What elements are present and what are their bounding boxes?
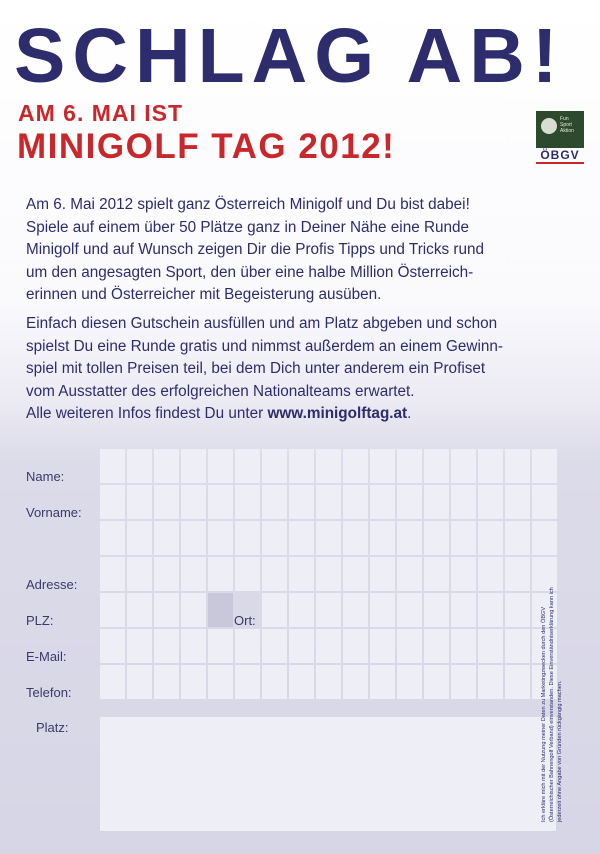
field-cell-vorname[interactable] <box>127 485 152 519</box>
field-cell-vorname-2[interactable] <box>100 521 125 555</box>
instructions-line: vom Ausstatter des erfolgreichen Nationalteams erwartet. <box>26 382 415 400</box>
obgv-logo <box>536 111 584 163</box>
consent-line: (Österreichischer Bahnengolf Verband) einverstanden. Diese Einverständniserklärung kann ich <box>549 587 555 822</box>
field-cell-plz-ort[interactable] <box>424 593 449 627</box>
field-cell-vorname[interactable] <box>262 485 287 519</box>
field-cell-email[interactable] <box>181 629 206 663</box>
field-cell-name[interactable] <box>100 449 125 483</box>
field-cell-telefon[interactable] <box>154 665 179 699</box>
field-cell-adresse[interactable] <box>370 557 395 591</box>
field-cell-name[interactable] <box>370 449 395 483</box>
logo-text: ÖBGV <box>540 148 580 162</box>
field-cell-adresse[interactable] <box>154 557 179 591</box>
field-cell-email[interactable] <box>154 629 179 663</box>
field-cell-email[interactable] <box>262 629 287 663</box>
field-cell-vorname-2[interactable] <box>316 521 341 555</box>
field-cell-vorname-2[interactable] <box>154 521 179 555</box>
field-cell-plz-ort[interactable] <box>451 593 476 627</box>
field-cell-vorname[interactable] <box>289 485 314 519</box>
logo-stripe <box>536 162 584 164</box>
platz-label: Platz: <box>36 720 69 735</box>
intro-line: um den angesagten Sport, den über eine halbe Million Österreich- <box>26 263 474 281</box>
field-cell-email[interactable] <box>316 629 341 663</box>
field-cell-adresse[interactable] <box>316 557 341 591</box>
intro-line: erinnen und Österreicher mit Begeisterung ausüben. <box>26 286 382 303</box>
field-cell-telefon[interactable] <box>316 665 341 699</box>
field-cell-vorname[interactable] <box>316 485 341 519</box>
field-cell-vorname[interactable] <box>424 485 449 519</box>
field-cell-name[interactable] <box>478 449 503 483</box>
instructions-line: spiel mit tollen Preisen teil, bei dem Dich unter anderem ein Profiset <box>26 360 486 377</box>
field-cell-email[interactable] <box>343 629 368 663</box>
consent-line: Ich erkläre mich mit der Nutzung meiner Daten zu Marketingzwecken durch den ÖBGV <box>541 606 547 822</box>
field-cell-telefon[interactable] <box>451 665 476 699</box>
field-cell-telefon[interactable] <box>127 665 152 699</box>
field-cell-adresse[interactable] <box>505 557 530 591</box>
field-cell-vorname[interactable] <box>100 485 125 519</box>
field-cell-vorname-2[interactable] <box>505 521 530 555</box>
field-cell-email[interactable] <box>424 629 449 663</box>
website-link[interactable]: www.minigolftag.at <box>267 405 408 422</box>
field-cell-plz-ort[interactable] <box>127 593 152 627</box>
field-cell-name[interactable] <box>262 449 287 483</box>
field-cell-adresse[interactable] <box>343 557 368 591</box>
field-cell-name[interactable] <box>181 449 206 483</box>
field-cell-plz-ort[interactable] <box>100 593 125 627</box>
field-cell-name[interactable] <box>424 449 449 483</box>
email-label: E-Mail: <box>26 649 67 664</box>
field-cell-email[interactable] <box>235 629 260 663</box>
field-cell-plz-ort[interactable] <box>370 593 395 627</box>
instructions-line: Einfach diesen Gutschein ausfüllen und am Platz abgeben und schon <box>26 315 498 332</box>
info-suffix: . <box>407 405 412 422</box>
field-cell-name[interactable] <box>397 449 422 483</box>
field-cell-telefon[interactable] <box>100 665 125 699</box>
field-cell-vorname-2[interactable] <box>478 521 503 555</box>
field-cell-vorname[interactable] <box>235 485 260 519</box>
logo-small-text: Fun Sport Aktion <box>560 116 574 134</box>
field-cell-vorname-2[interactable] <box>424 521 449 555</box>
field-cell-telefon[interactable] <box>505 665 530 699</box>
field-cell-adresse[interactable] <box>289 557 314 591</box>
field-cell-plz-ort[interactable] <box>154 593 179 627</box>
info-prefix: Alle weiteren Infos findest Du unter <box>26 405 268 422</box>
field-cell-plz-ort[interactable] <box>316 593 341 627</box>
field-cell-telefon[interactable] <box>208 665 233 699</box>
field-cell-name[interactable] <box>127 449 152 483</box>
field-cell-adresse[interactable] <box>208 557 233 591</box>
platz-field[interactable] <box>100 717 556 831</box>
field-cell-plz-ort[interactable] <box>181 593 206 627</box>
field-cell-vorname-2[interactable] <box>208 521 233 555</box>
vorname-label: Vorname: <box>26 505 82 520</box>
field-cell-name[interactable] <box>289 449 314 483</box>
field-cell-vorname[interactable] <box>208 485 233 519</box>
field-cell-email[interactable] <box>478 629 503 663</box>
field-cell-telefon[interactable] <box>397 665 422 699</box>
field-cell-vorname-2[interactable] <box>181 521 206 555</box>
field-cell-name[interactable] <box>235 449 260 483</box>
field-cell-telefon[interactable] <box>478 665 503 699</box>
field-cell-vorname-2[interactable] <box>343 521 368 555</box>
field-cell-telefon[interactable] <box>424 665 449 699</box>
field-cell-vorname-2[interactable] <box>127 521 152 555</box>
plz-label: PLZ: <box>26 613 54 628</box>
field-cell-email[interactable] <box>100 629 125 663</box>
field-cell-vorname[interactable] <box>451 485 476 519</box>
field-cell-vorname-2[interactable] <box>235 521 260 555</box>
field-cell-adresse[interactable] <box>181 557 206 591</box>
logo-emblem <box>536 111 584 148</box>
field-cell-email[interactable] <box>451 629 476 663</box>
field-separator <box>208 593 233 627</box>
field-cell-vorname[interactable] <box>154 485 179 519</box>
instructions-paragraph <box>26 313 503 426</box>
field-cell-plz-ort[interactable] <box>289 593 314 627</box>
subheadline-date: AM 6. MAI IST <box>18 100 184 126</box>
consent-text <box>540 472 564 822</box>
field-cell-plz-ort[interactable] <box>397 593 422 627</box>
field-cell-email[interactable] <box>397 629 422 663</box>
field-cell-email[interactable] <box>127 629 152 663</box>
field-cell-email[interactable] <box>208 629 233 663</box>
field-cell-adresse[interactable] <box>424 557 449 591</box>
golf-ball-icon <box>541 118 557 134</box>
field-cell-vorname-2[interactable] <box>289 521 314 555</box>
field-cell-vorname-2[interactable] <box>370 521 395 555</box>
field-cell-email[interactable] <box>289 629 314 663</box>
field-cell-adresse[interactable] <box>235 557 260 591</box>
field-cell-adresse[interactable] <box>478 557 503 591</box>
field-cell-vorname-2[interactable] <box>451 521 476 555</box>
field-cell-vorname[interactable] <box>397 485 422 519</box>
instructions-line: spielst Du eine Runde gratis und nimmst außerdem an einem Gewinn- <box>26 337 503 355</box>
intro-line: Spiele auf einem über 50 Plätze ganz in Deiner Nähe eine Runde <box>26 218 470 236</box>
field-cell-telefon[interactable] <box>343 665 368 699</box>
field-cell-name[interactable] <box>343 449 368 483</box>
consent-line: jederzeit ohne Angabe von Gründen rückgängig machen. <box>557 680 563 822</box>
field-cell-name[interactable] <box>316 449 341 483</box>
field-cell-vorname[interactable] <box>505 485 530 519</box>
field-cell-name[interactable] <box>208 449 233 483</box>
field-cell-vorname[interactable] <box>370 485 395 519</box>
field-cell-adresse[interactable] <box>127 557 152 591</box>
field-cell-telefon[interactable] <box>289 665 314 699</box>
name-label: Name: <box>26 469 65 484</box>
intro-paragraph <box>26 194 484 307</box>
adresse-label: Adresse: <box>26 577 78 592</box>
field-cell-vorname[interactable] <box>181 485 206 519</box>
subheadline-event: MINIGOLF TAG 2012! <box>17 127 396 166</box>
field-cell-plz-ort[interactable] <box>262 593 287 627</box>
field-cell-plz-ort[interactable] <box>343 593 368 627</box>
field-cell-adresse[interactable] <box>397 557 422 591</box>
field-cell-email[interactable] <box>505 629 530 663</box>
field-cell-telefon[interactable] <box>262 665 287 699</box>
field-cell-vorname-2[interactable] <box>397 521 422 555</box>
field-cell-email[interactable] <box>370 629 395 663</box>
field-cell-plz-ort[interactable] <box>478 593 503 627</box>
field-cell-telefon[interactable] <box>181 665 206 699</box>
field-cell-vorname[interactable] <box>343 485 368 519</box>
field-cell-plz-ort[interactable] <box>505 593 530 627</box>
field-cell-telefon[interactable] <box>370 665 395 699</box>
field-cell-name[interactable] <box>451 449 476 483</box>
field-cell-adresse[interactable] <box>100 557 125 591</box>
ort-label: Ort: <box>234 613 256 628</box>
telefon-label: Telefon: <box>26 685 72 700</box>
field-cell-vorname-2[interactable] <box>262 521 287 555</box>
intro-line: Am 6. Mai 2012 spielt ganz Österreich Minigolf und Du bist dabei! <box>26 196 470 213</box>
field-cell-telefon[interactable] <box>235 665 260 699</box>
instructions-line-info <box>26 403 503 426</box>
field-cell-vorname[interactable] <box>478 485 503 519</box>
intro-line: Minigolf und auf Wunsch zeigen Dir die Profis Tipps und Tricks rund <box>26 241 484 258</box>
field-cell-name[interactable] <box>505 449 530 483</box>
field-cell-adresse[interactable] <box>262 557 287 591</box>
field-cell-adresse[interactable] <box>451 557 476 591</box>
field-cell-name[interactable] <box>154 449 179 483</box>
headline: SCHLAG AB! <box>14 13 565 99</box>
